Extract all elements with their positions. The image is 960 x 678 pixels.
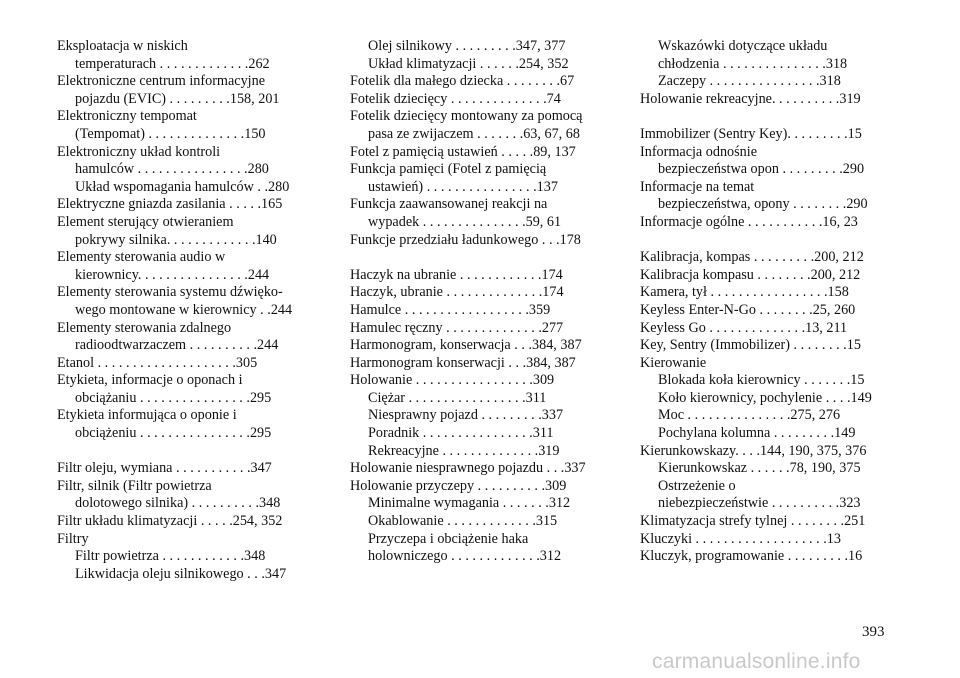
index-subentry: Niesprawny pojazd . . . . . . . . .337 xyxy=(368,407,564,424)
index-entry: Holowanie rekreacyjne. . . . . . . . . .319 xyxy=(640,90,861,107)
index-subentry: (Tempomat) . . . . . . . . . . . . . .150 xyxy=(75,125,266,142)
index-subentry: Okablowanie . . . . . . . . . . . . .315 xyxy=(368,513,558,530)
index-subentry: Ostrzeżenie o xyxy=(658,477,736,494)
index-entry: Keyless Enter-N-Go . . . . . . . .25, 260 xyxy=(640,301,856,318)
index-subentry: dolotowego silnika) . . . . . . . . . .348 xyxy=(75,495,281,512)
index-subentry: Moc . . . . . . . . . . . . . . .275, 276 xyxy=(658,407,841,424)
index-column-3 xyxy=(640,38,898,566)
index-subentry: Rekreacyjne . . . . . . . . . . . . . .319 xyxy=(368,442,560,459)
index-entry: Informacja odnośnie xyxy=(640,143,758,160)
index-entry: Immobilizer (Sentry Key). . . . . . . . .15 xyxy=(640,125,862,142)
index-entry: Fotelik dla małego dziecka . . . . . . . .67 xyxy=(350,73,575,90)
index-entry: Elektroniczne centrum informacyjne xyxy=(57,73,265,90)
index-entry: Haczyk, ubranie . . . . . . . . . . . . . .174 xyxy=(350,284,564,301)
index-entry: Fotelik dziecięcy montowany za pomocą xyxy=(350,108,583,125)
index-subentry: wego montowane w kierownicy . .244 xyxy=(75,301,293,318)
index-subentry: pasa ze zwijaczem . . . . . . .63, 67, 68 xyxy=(368,125,580,142)
index-entry: Filtry xyxy=(57,530,89,547)
index-gap xyxy=(350,249,608,267)
index-column-1 xyxy=(57,38,315,583)
index-entry: Funkcja zaawansowanej reakcji na xyxy=(350,196,548,213)
index-subentry: chłodzenia . . . . . . . . . . . . . . .318 xyxy=(658,55,848,72)
index-entry: Kalibracja, kompas . . . . . . . . .200, 212 xyxy=(640,249,864,266)
watermark: carmanualsonline.info xyxy=(652,650,861,673)
index-entry: Key, Sentry (Immobilizer) . . . . . . . .15 xyxy=(640,337,861,354)
index-entry: Hamulec ręczny . . . . . . . . . . . . . .277 xyxy=(350,319,564,336)
index-entry: Fotelik dziecięcy . . . . . . . . . . . . . .74 xyxy=(350,90,561,107)
index-subentry: Ciężar . . . . . . . . . . . . . . . . .311 xyxy=(368,389,547,406)
index-entry: Element sterujący otwieraniem xyxy=(57,213,234,230)
index-subentry: obciążeniu . . . . . . . . . . . . . . . .295 xyxy=(75,425,272,442)
index-entry: Holowanie niesprawnego pojazdu . . .337 xyxy=(350,460,586,477)
index-entry: Keyless Go . . . . . . . . . . . . . .13, 211 xyxy=(640,319,848,336)
index-subentry: hamulców . . . . . . . . . . . . . . . .280 xyxy=(75,161,269,178)
index-subentry: Minimalne wymagania . . . . . . .312 xyxy=(368,495,571,512)
index-entry: Kluczyki . . . . . . . . . . . . . . . . . . .13 xyxy=(640,530,841,547)
index-subentry: Koło kierownicy, pochylenie . . . .149 xyxy=(658,389,872,406)
index-entry: Eksploatacja w niskich xyxy=(57,38,188,54)
index-entry: Kierunkowskazy. . . .144, 190, 375, 376 xyxy=(640,442,867,459)
index-gap xyxy=(640,108,898,126)
index-entry: Elektroniczny układ kontroli xyxy=(57,143,221,160)
index-subentry: Filtr powietrza . . . . . . . . . . . .348 xyxy=(75,548,266,565)
index-subentry: Zaczepy . . . . . . . . . . . . . . . .318 xyxy=(658,73,841,90)
index-subentry: obciążaniu . . . . . . . . . . . . . . . .295 xyxy=(75,389,272,406)
index-subentry: radioodtwarzaczem . . . . . . . . . .244 xyxy=(75,337,279,354)
index-entry: Etykieta informująca o oponie i xyxy=(57,407,237,424)
index-entry: Harmonogram konserwacji . . .384, 387 xyxy=(350,354,576,371)
index-entry: Kamera, tył . . . . . . . . . . . . . . . . .158 xyxy=(640,284,849,301)
index-subentry: Układ wspomagania hamulców . .280 xyxy=(75,178,290,195)
index-entry: Filtr układu klimatyzacji . . . . .254, 352 xyxy=(57,513,283,530)
index-entry: Etanol . . . . . . . . . . . . . . . . . . . .305 xyxy=(57,354,258,371)
index-subentry: temperaturach . . . . . . . . . . . . .262 xyxy=(75,55,270,72)
index-subentry: ustawień) . . . . . . . . . . . . . . . .137 xyxy=(368,178,558,195)
index-subentry: holowniczego . . . . . . . . . . . . .312 xyxy=(368,548,562,565)
index-entry: Haczyk na ubranie . . . . . . . . . . . .174 xyxy=(350,266,563,283)
index-subentry: kierownicy. . . . . . . . . . . . . . . .244 xyxy=(75,266,270,283)
index-subentry: bezpieczeństwa opon . . . . . . . . .290 xyxy=(658,161,865,178)
index-subentry: pokrywy silnika. . . . . . . . . . . . .140 xyxy=(75,231,277,248)
index-subentry: bezpieczeństwa, opony . . . . . . . .290 xyxy=(658,196,868,213)
index-subentry: Kierunkowskaz . . . . . .78, 190, 375 xyxy=(658,460,861,477)
index-subentry: Pochylana kolumna . . . . . . . . .149 xyxy=(658,425,856,442)
index-entry: Elektryczne gniazda zasilania . . . . .165 xyxy=(57,196,283,213)
index-entry: Kierowanie xyxy=(640,354,707,371)
index-entry: Kluczyk, programowanie . . . . . . . . .16 xyxy=(640,548,863,565)
index-entry: Harmonogram, konserwacja . . .384, 387 xyxy=(350,337,582,354)
index-entry: Fotel z pamięcią ustawień . . . . .89, 137 xyxy=(350,143,576,160)
index-subentry: Olej silnikowy . . . . . . . . .347, 377 xyxy=(368,38,566,54)
index-entry: Kalibracja kompasu . . . . . . . .200, 212 xyxy=(640,266,861,283)
index-gap xyxy=(57,443,315,461)
index-entry: Klimatyzacja strefy tylnej . . . . . . . .251 xyxy=(640,513,866,530)
index-subentry: Blokada koła kierownicy . . . . . . .15 xyxy=(658,372,865,389)
index-entry: Elementy sterowania audio w xyxy=(57,249,226,266)
index-entry: Funkcje przedziału ładunkowego . . .178 xyxy=(350,231,581,248)
index-entry: Holowanie przyczepy . . . . . . . . . .309 xyxy=(350,477,567,494)
index-subentry: Wskazówki dotyczące układu xyxy=(658,38,828,54)
index-entry: Holowanie . . . . . . . . . . . . . . . . .309 xyxy=(350,372,555,389)
index-subentry: Układ klimatyzacji . . . . . .254, 352 xyxy=(368,55,569,72)
index-entry: Etykieta, informacje o oponach i xyxy=(57,372,243,389)
index-subentry: Poradnik . . . . . . . . . . . . . . . .311 xyxy=(368,425,554,442)
index-subentry: wypadek . . . . . . . . . . . . . . .59, 61 xyxy=(368,213,562,230)
index-entry: Hamulce . . . . . . . . . . . . . . . . . .359 xyxy=(350,301,551,318)
index-subentry: niebezpieczeństwie . . . . . . . . . .323 xyxy=(658,495,861,512)
index-entry: Funkcja pamięci (Fotel z pamięcią xyxy=(350,161,547,178)
index-entry: Informacje na temat xyxy=(640,178,755,195)
index-entry: Filtr, silnik (Filtr powietrza xyxy=(57,477,212,494)
index-subentry: Przyczepa i obciążenie haka xyxy=(368,530,529,547)
index-entry: Elektroniczny tempomat xyxy=(57,108,197,125)
index-entry: Filtr oleju, wymiana . . . . . . . . . . .347 xyxy=(57,460,272,477)
page-number: 393 xyxy=(862,624,885,640)
index-entry: Informacje ogólne . . . . . . . . . . .16, 23 xyxy=(640,213,858,230)
index-gap xyxy=(640,232,898,250)
index-subentry: pojazdu (EVIC) . . . . . . . . .158, 201 xyxy=(75,90,280,107)
index-entry: Elementy sterowania zdalnego xyxy=(57,319,232,336)
index-column-2 xyxy=(350,38,608,566)
index-subentry: Likwidacja oleju silnikowego . . .347 xyxy=(75,565,287,582)
index-entry: Elementy sterowania systemu dźwięko- xyxy=(57,284,283,301)
